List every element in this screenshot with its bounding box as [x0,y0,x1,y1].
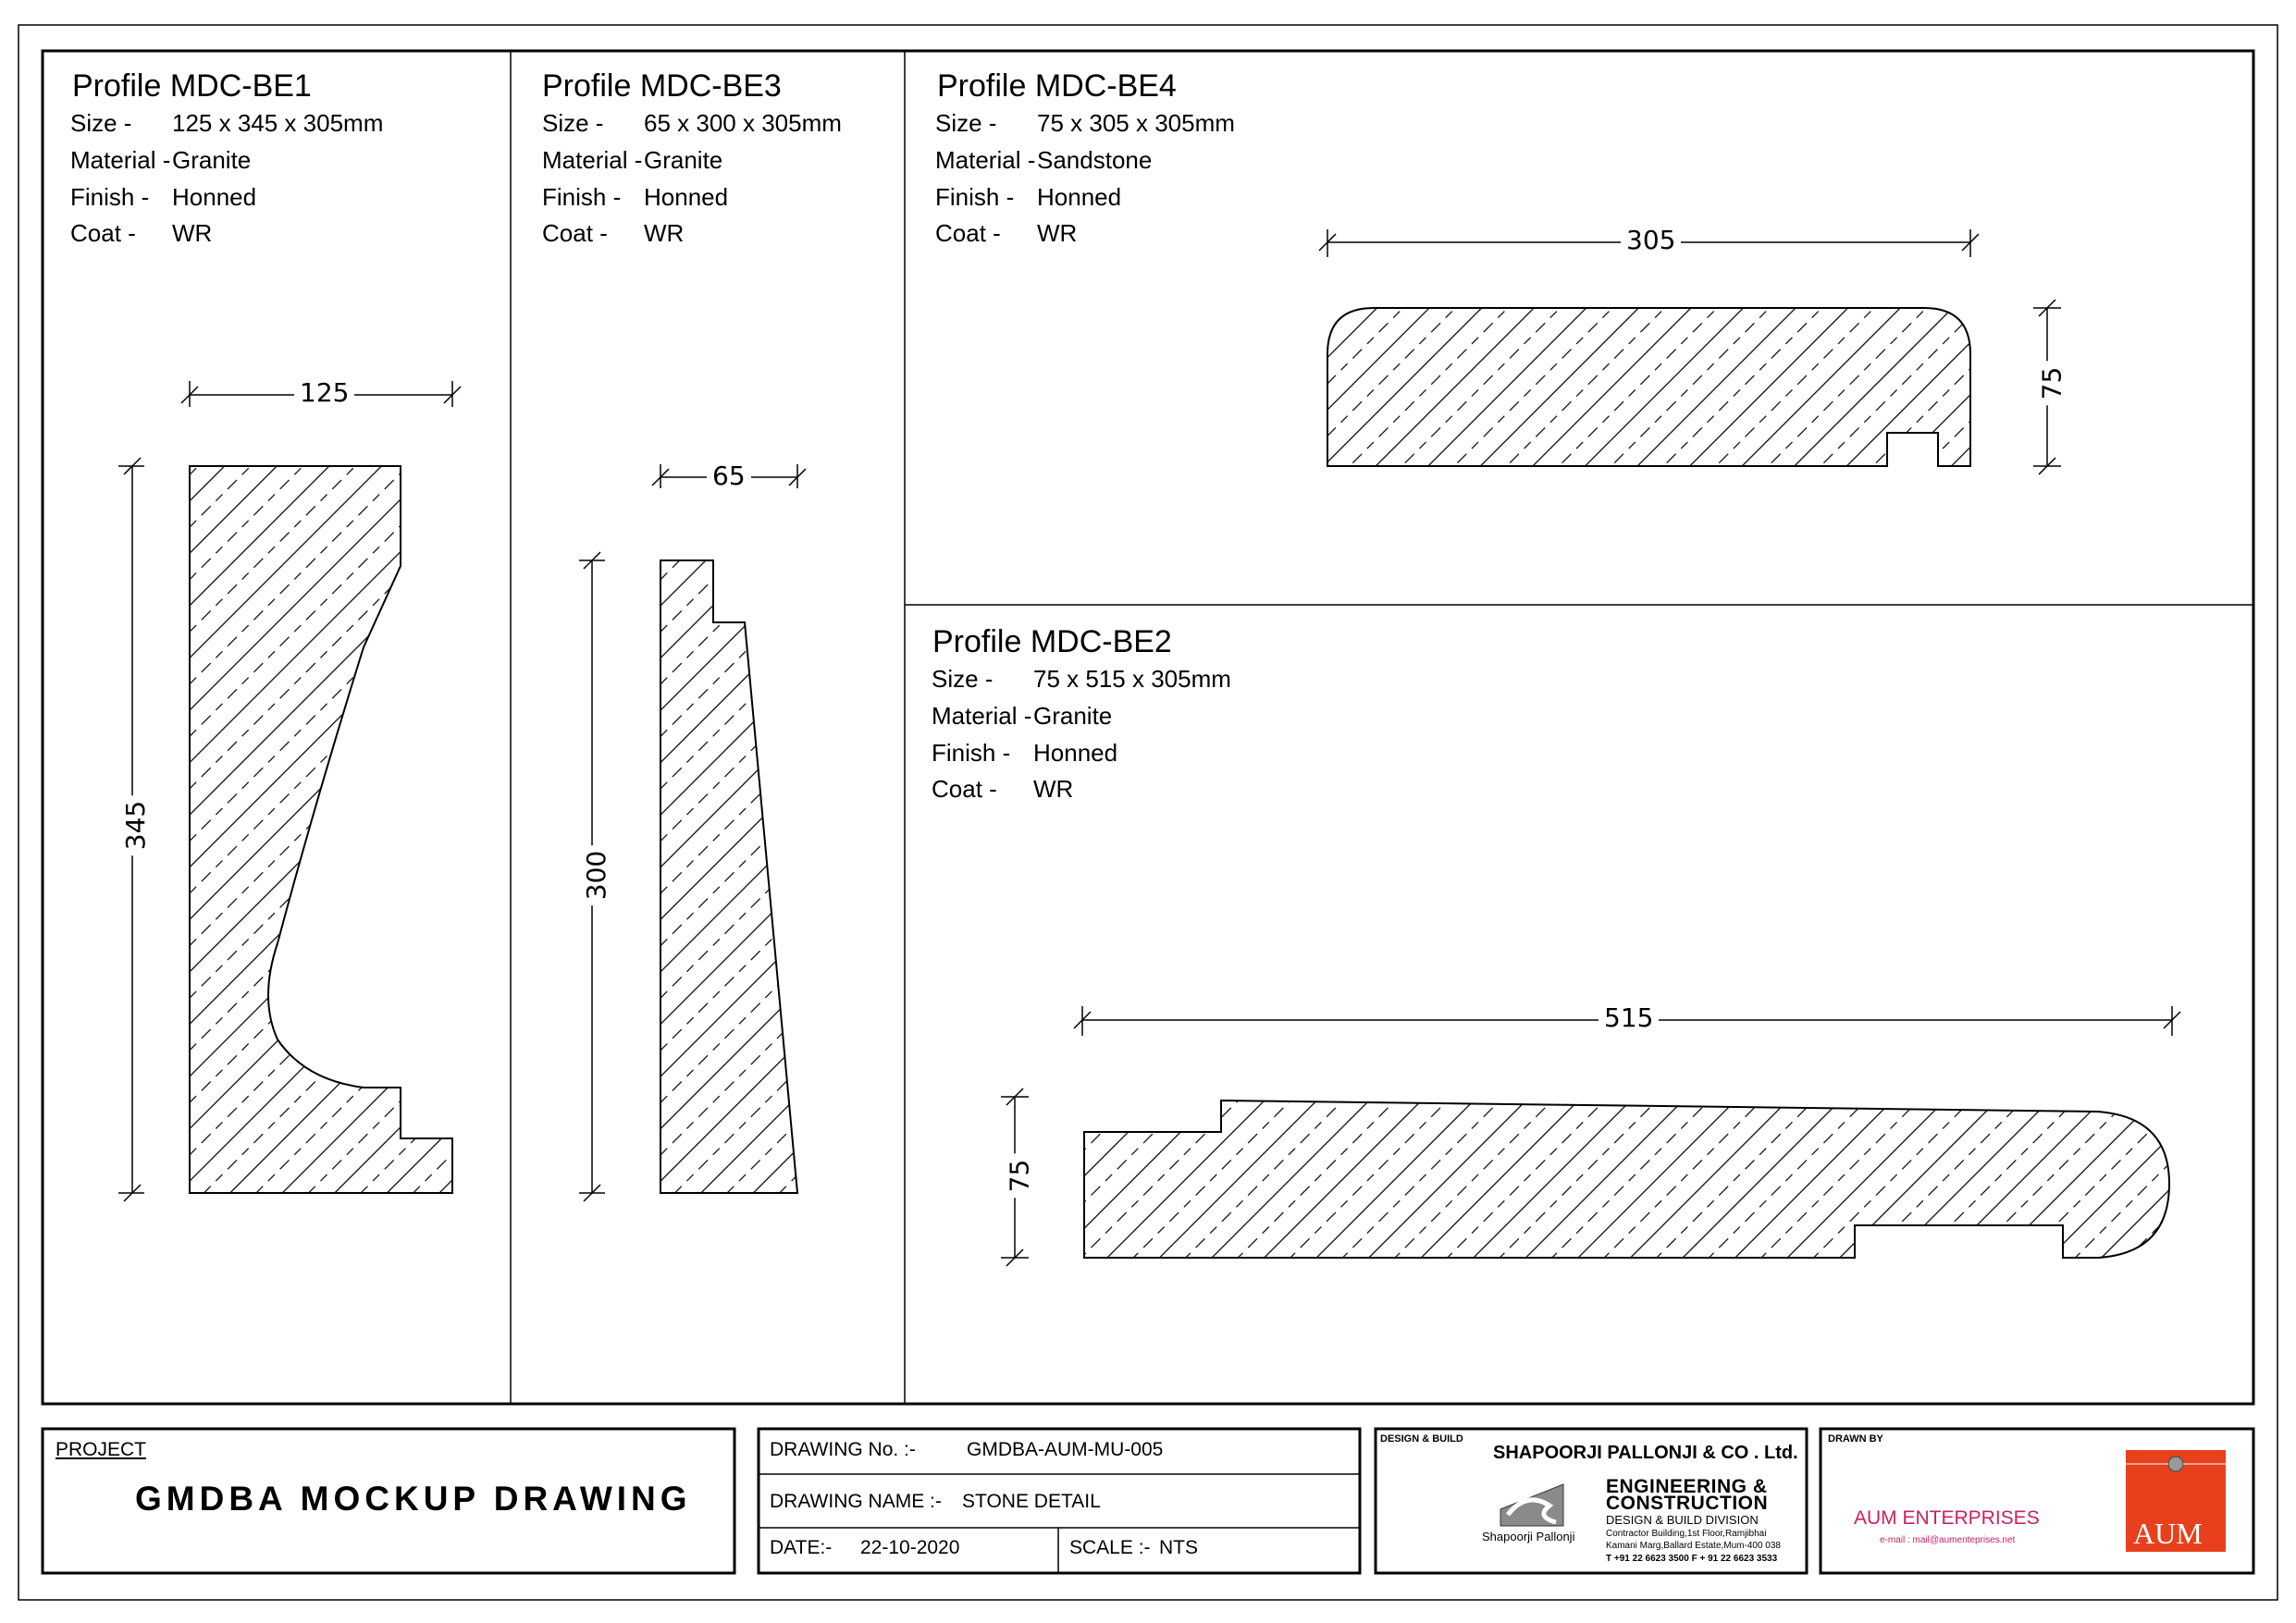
finish-label: Finish - [70,183,150,211]
drawing-no-label: DRAWING No. :- [770,1439,916,1460]
profile-be2-material-row [932,702,1112,731]
material-value: Sandstone [1037,146,1153,174]
size-label: Size - [935,109,997,137]
address-line-2: Kamani Marg,Ballard Estate,Mum-400 038 [1606,1541,1781,1551]
logo-caption: Shapoorji Pallonji [1482,1530,1575,1543]
material-label: Material - [70,146,171,174]
profile-be1-material-row [70,146,251,175]
profile-be2-title: Profile MDC-BE2 [932,624,1172,659]
date-value: 22-10-2020 [860,1537,960,1558]
be3-height-label: 300 [581,845,611,905]
material-label: Material - [935,146,1036,174]
profile-be3-coat-row [542,219,684,248]
be2-width-label: 515 [1599,1002,1659,1033]
drawing-name-value: STONE DETAIL [962,1491,1101,1512]
be3-width-label: 65 [707,461,751,491]
profile-be1-title: Profile MDC-BE1 [72,68,312,104]
profile-be3-title: Profile MDC-BE3 [542,68,782,104]
finish-value: Honned [1037,183,1122,211]
drawn-by-label: DRAWN BY [1828,1433,1883,1445]
finish-label: Finish - [542,183,622,211]
finish-value: Honned [1033,739,1118,767]
coat-value: WR [1037,219,1078,247]
be1-width-label: 125 [294,377,354,408]
profile-be2-size-row [932,665,1231,694]
finish-value: Honned [172,183,257,211]
material-value: Granite [172,146,252,174]
profile-be1-finish-row [70,183,256,212]
profile-be1-shape [190,466,452,1193]
material-label: Material - [542,146,643,174]
finish-label: Finish - [935,183,1015,211]
drawn-by-email: e-mail : mail@aumenteprises.net [1880,1535,2016,1545]
shapoorji-logo-icon [1500,1484,1563,1526]
material-label: Material - [932,702,1032,730]
profile-be2-shape [1084,1100,2169,1258]
material-value: Granite [1033,702,1113,730]
project-name: GMDBA MOCKUP DRAWING [135,1480,692,1518]
drawing-name-label: DRAWING NAME :- [770,1491,942,1512]
coat-label: Coat - [935,219,1001,247]
aum-logo-text: AUM [2133,1517,2203,1550]
size-value: 75 x 515 x 305mm [1033,665,1231,693]
be4-width-label: 305 [1621,225,1681,255]
size-value: 125 x 345 x 305mm [172,109,384,137]
coat-label: Coat - [932,775,997,803]
profile-be3-finish-row [542,183,728,212]
profile-be3-size-row [542,109,842,138]
drawing-no-value: GMDBA-AUM-MU-005 [967,1439,1164,1460]
size-label: Size - [70,109,132,137]
drawn-by-name: AUM ENTERPRISES [1854,1507,2040,1529]
company-name: SHAPOORJI PALLONJI & CO . Ltd. [1493,1443,1798,1463]
be2-height-label: 75 [1004,1154,1034,1199]
profile-be1-size-row [70,109,383,138]
size-label: Size - [542,109,604,137]
project-label: PROJECT [56,1439,147,1460]
scale-value: NTS [1159,1537,1198,1558]
coat-value: WR [1033,775,1074,803]
size-value: 75 x 305 x 305mm [1037,109,1235,137]
material-value: Granite [644,146,723,174]
be1-height-label: 345 [120,795,151,855]
profile-be3-material-row [542,146,722,175]
design-build-label: DESIGN & BUILD [1380,1433,1463,1445]
ec-line-1: ENGINEERING & [1606,1476,1768,1497]
date-label: DATE:- [770,1537,833,1558]
ec-line-2: CONSTRUCTION [1606,1493,1769,1514]
outer-border [19,25,2277,1600]
profile-be3-shape [660,560,797,1193]
profile-be2-finish-row [932,739,1117,768]
profile-be4-size-row [935,109,1235,138]
profile-be2-coat-row [932,775,1073,804]
scale-label: SCALE :- [1069,1537,1151,1558]
coat-label: Coat - [542,219,608,247]
coat-value: WR [644,219,685,247]
size-label: Size - [932,665,994,693]
phone-text: T +91 22 6623 3500 F + 91 22 6623 3533 [1606,1554,1778,1564]
profile-be4-coat-row [935,219,1077,248]
coat-label: Coat - [70,219,136,247]
finish-value: Honned [644,183,729,211]
address-line-1: Contractor Building,1st Floor,Ramjibhai [1606,1529,1767,1539]
profile-be4-shape [1327,308,1970,466]
profile-be4-title: Profile MDC-BE4 [937,68,1177,104]
profile-be4-material-row [935,146,1152,175]
profile-be4-finish-row [935,183,1121,212]
size-value: 65 x 300 x 305mm [644,109,842,137]
be4-height-label: 75 [2036,362,2067,406]
division-text: DESIGN & BUILD DIVISION [1606,1513,1759,1527]
finish-label: Finish - [932,739,1011,767]
coat-value: WR [172,219,213,247]
profile-be1-coat-row [70,219,212,248]
